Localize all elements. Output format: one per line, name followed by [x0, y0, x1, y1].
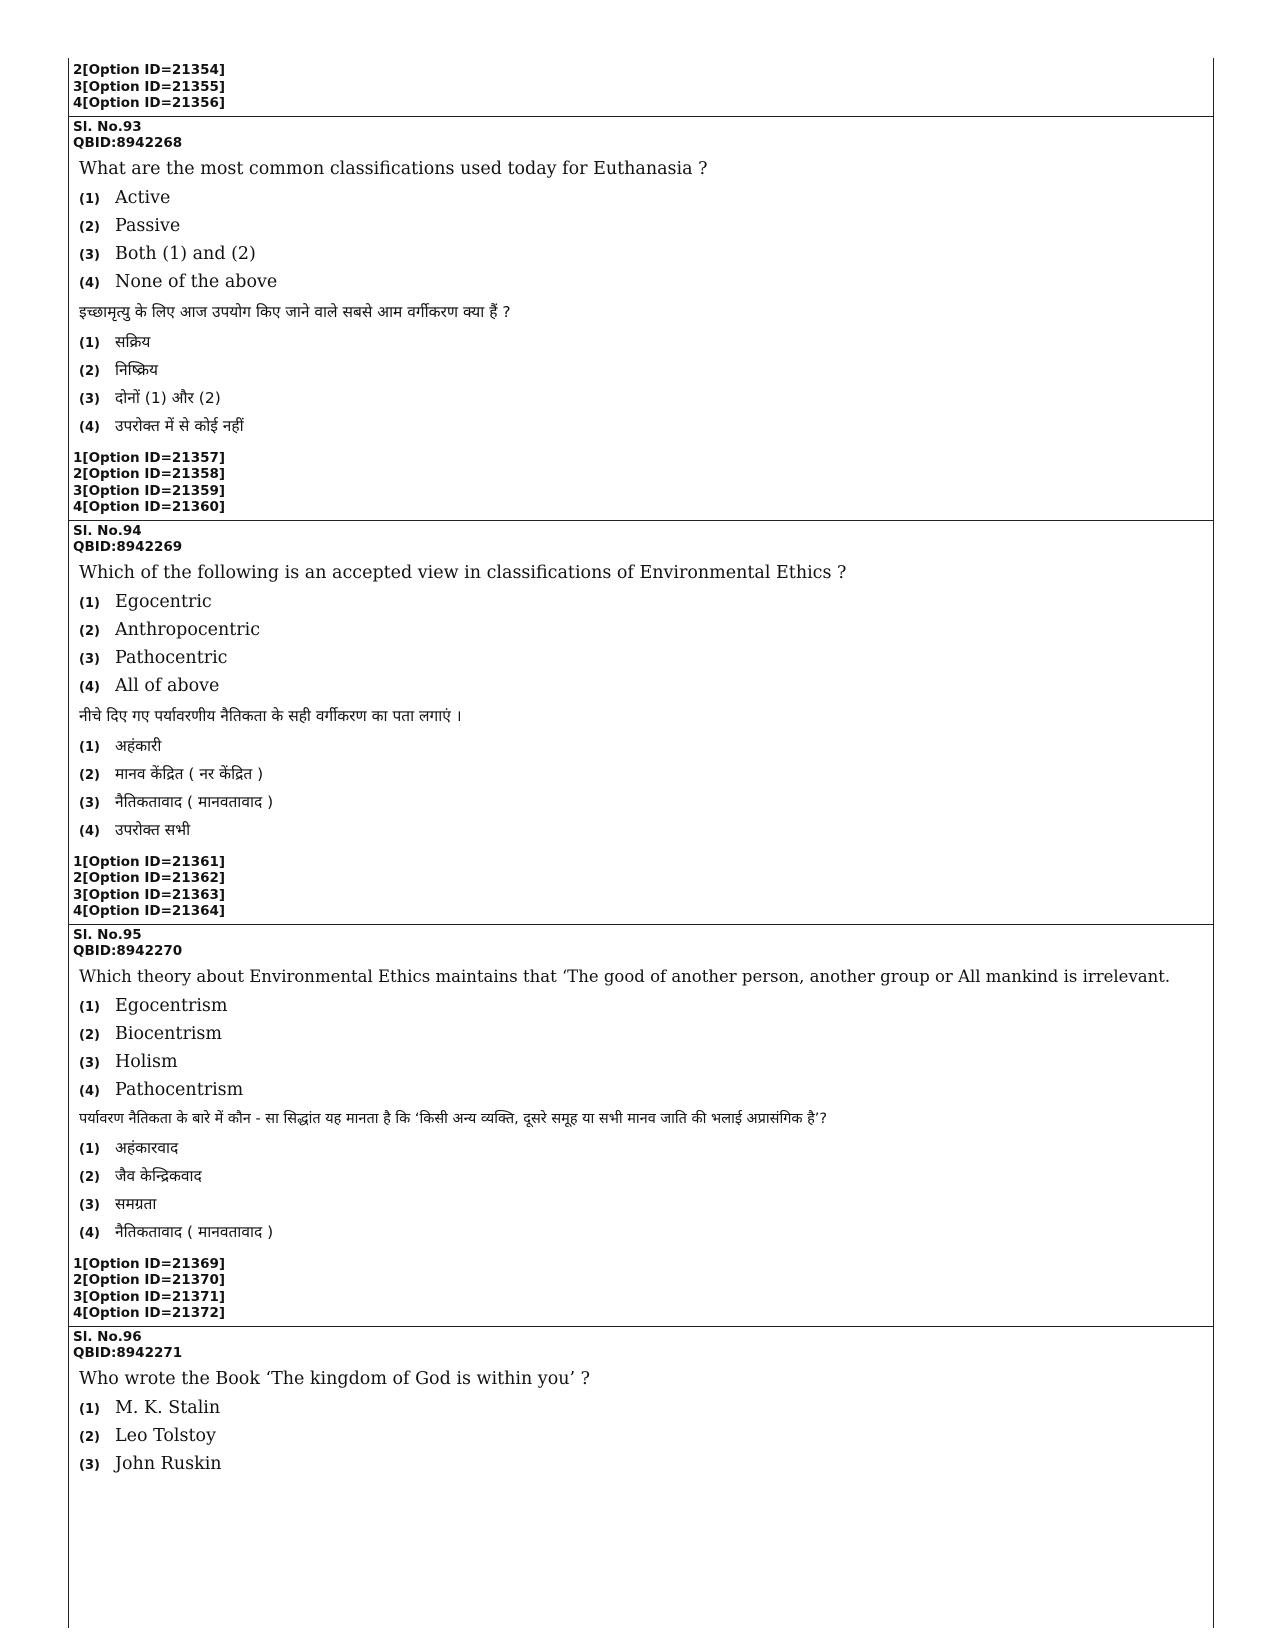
- question-text-hindi: पर्यावरण नैतिकता के बारे में कौन - सा सिद्धांत यह मानता है कि ‘किसी अन्य व्यक्ति, दूसरे समूह या सभी मानव जाति की भलाई अप्रासंगिक है’?: [79, 1110, 828, 1127]
- option-text: John Ruskin: [115, 1453, 222, 1474]
- option-hindi-3: [79, 1192, 1209, 1214]
- serial-number: Sl. No.93: [73, 118, 142, 135]
- option-text: Both (1) and (2): [115, 243, 256, 264]
- option-text: उपरोक्त में से कोई नहीं: [115, 416, 244, 435]
- option-number: (3): [79, 391, 100, 407]
- option-number: (3): [79, 1457, 100, 1473]
- option-number: (1): [79, 739, 100, 755]
- option-number: (2): [79, 1027, 100, 1043]
- option-id-line: 1[Option ID=21369]: [73, 1255, 226, 1272]
- option-english-4: [79, 1080, 1209, 1102]
- option-id-line: 2[Option ID=21354]: [73, 62, 226, 78]
- option-text: Active: [115, 187, 171, 208]
- qbid: QBID:8942271: [73, 1345, 183, 1361]
- option-id-line: 3[Option ID=21359]: [73, 482, 226, 499]
- option-hindi-3: [79, 790, 1209, 812]
- option-text: निष्क्रिय: [115, 360, 158, 379]
- serial-number: Sl. No.96: [73, 1328, 142, 1345]
- option-text: Holism: [115, 1051, 178, 1072]
- option-text: Egocentrism: [115, 995, 228, 1016]
- option-id-list: [73, 1256, 1209, 1322]
- option-text: समग्रता: [115, 1194, 157, 1213]
- option-english-2: [79, 1426, 1209, 1448]
- question-text-hindi: इच्छामृत्यु के लिए आज उपयोग किए जाने वाले सबसे आम वर्गीकरण क्या हैं ?: [79, 302, 511, 321]
- option-id-line: 4[Option ID=21372]: [73, 1305, 226, 1321]
- option-id-line: 4[Option ID=21360]: [73, 499, 226, 515]
- serial-number: Sl. No.94: [73, 522, 142, 539]
- option-id-line: 4[Option ID=21356]: [73, 95, 226, 111]
- option-id-line: 3[Option ID=21371]: [73, 1288, 226, 1305]
- option-text: उपरोक्त सभी: [115, 820, 191, 839]
- option-number: (1): [79, 1141, 100, 1157]
- option-english-4: [79, 676, 1209, 698]
- option-text: सक्रिय: [115, 332, 151, 351]
- serial-number: Sl. No.95: [73, 926, 142, 943]
- option-number: (4): [79, 1083, 100, 1099]
- option-number: (4): [79, 823, 100, 839]
- option-number: (3): [79, 1197, 100, 1213]
- option-text: Biocentrism: [115, 1023, 222, 1044]
- option-english-4: [79, 272, 1209, 294]
- option-number: (2): [79, 363, 100, 379]
- option-number: (4): [79, 275, 100, 291]
- option-english-1: [79, 996, 1209, 1018]
- option-text: अहंकारी: [115, 736, 162, 755]
- option-number: (1): [79, 999, 100, 1015]
- option-text: Egocentric: [115, 591, 212, 612]
- qbid: QBID:8942268: [73, 135, 183, 151]
- qbid: QBID:8942269: [73, 539, 183, 555]
- option-hindi-3: [79, 386, 1209, 408]
- option-text: नैतिकतावाद ( मानवतावाद ): [115, 792, 274, 811]
- option-hindi-4: [79, 414, 1209, 436]
- option-text: Pathocentrism: [115, 1079, 244, 1100]
- option-number: (2): [79, 219, 100, 235]
- option-number: (4): [79, 679, 100, 695]
- option-english-3: [79, 1454, 1209, 1476]
- option-number: (1): [79, 335, 100, 351]
- qbid: QBID:8942270: [73, 943, 183, 959]
- option-text: नैतिकतावाद ( मानवतावाद ): [115, 1222, 274, 1241]
- option-number: (3): [79, 1055, 100, 1071]
- option-text: Pathocentric: [115, 647, 228, 668]
- option-id-line: 2[Option ID=21362]: [73, 870, 226, 886]
- option-text: मानव केंद्रित ( नर केंद्रित ): [115, 764, 264, 783]
- option-english-2: [79, 216, 1209, 238]
- option-number: (4): [79, 419, 100, 435]
- question-block-96: [69, 1327, 1213, 1486]
- option-text: Passive: [115, 215, 181, 236]
- option-number: (1): [79, 191, 100, 207]
- option-hindi-1: [79, 734, 1209, 756]
- option-number: (2): [79, 1169, 100, 1185]
- option-id-line: 2[Option ID=21358]: [73, 466, 226, 482]
- option-hindi-4: [79, 1220, 1209, 1242]
- option-hindi-2: [79, 762, 1209, 784]
- question-text-english: Which of the following is an accepted view in classifications of Environmental Ethics ?: [79, 562, 847, 583]
- option-text: अहंकारवाद: [115, 1138, 179, 1157]
- question-text-hindi: नीचे दिए गए पर्यावरणीय नैतिकता के सही वर्गीकरण का पता लगाएं ।: [79, 706, 462, 725]
- option-english-3: [79, 244, 1209, 266]
- question-paper-page: [68, 58, 1214, 1628]
- option-number: (2): [79, 1429, 100, 1445]
- option-id-line: 1[Option ID=21357]: [73, 449, 226, 466]
- option-id-line: 3[Option ID=21355]: [73, 78, 226, 95]
- option-number: (2): [79, 767, 100, 783]
- option-english-3: [79, 648, 1209, 670]
- option-number: (3): [79, 651, 100, 667]
- option-number: (1): [79, 595, 100, 611]
- option-text: जैव केन्द्रिकवाद: [115, 1166, 202, 1185]
- option-number: (1): [79, 1401, 100, 1417]
- option-number: (3): [79, 795, 100, 811]
- option-id-line: 1[Option ID=21361]: [73, 853, 226, 870]
- option-text: None of the above: [115, 271, 278, 292]
- option-text: Leo Tolstoy: [115, 1425, 216, 1446]
- option-hindi-1: [79, 1136, 1209, 1158]
- option-id-line: 3[Option ID=21363]: [73, 886, 226, 903]
- option-english-1: [79, 592, 1209, 614]
- option-hindi-4: [79, 818, 1209, 840]
- option-english-2: [79, 620, 1209, 642]
- option-english-2: [79, 1024, 1209, 1046]
- question-block-95: [69, 925, 1213, 1327]
- question-text-english: What are the most common classifications used today for Euthanasia ?: [79, 158, 708, 179]
- option-text: Anthropocentric: [115, 619, 261, 640]
- option-id-list: [73, 450, 1209, 516]
- option-english-1: [79, 188, 1209, 210]
- option-english-1: [79, 1398, 1209, 1420]
- option-number: (3): [79, 247, 100, 263]
- question-text-english: Which theory about Environmental Ethics maintains that ‘The good of another person, another group or All mankind is irrelevant.: [79, 966, 1171, 986]
- option-text: All of above: [115, 675, 220, 696]
- option-number: (4): [79, 1225, 100, 1241]
- option-hindi-2: [79, 1164, 1209, 1186]
- option-hindi-1: [79, 330, 1209, 352]
- question-block-94: [69, 521, 1213, 925]
- option-id-list: [73, 854, 1209, 920]
- previous-question-tail: [69, 58, 1213, 117]
- question-block-93: [69, 117, 1213, 521]
- option-text: दोनों (1) और (2): [115, 388, 221, 407]
- option-id-line: 2[Option ID=21370]: [73, 1272, 226, 1288]
- question-text-english: Who wrote the Book ‘The kingdom of God is within you’ ?: [79, 1368, 591, 1389]
- option-id-line: 4[Option ID=21364]: [73, 903, 226, 919]
- option-number: (2): [79, 623, 100, 639]
- option-text: M. K. Stalin: [115, 1397, 221, 1418]
- option-hindi-2: [79, 358, 1209, 380]
- option-english-3: [79, 1052, 1209, 1074]
